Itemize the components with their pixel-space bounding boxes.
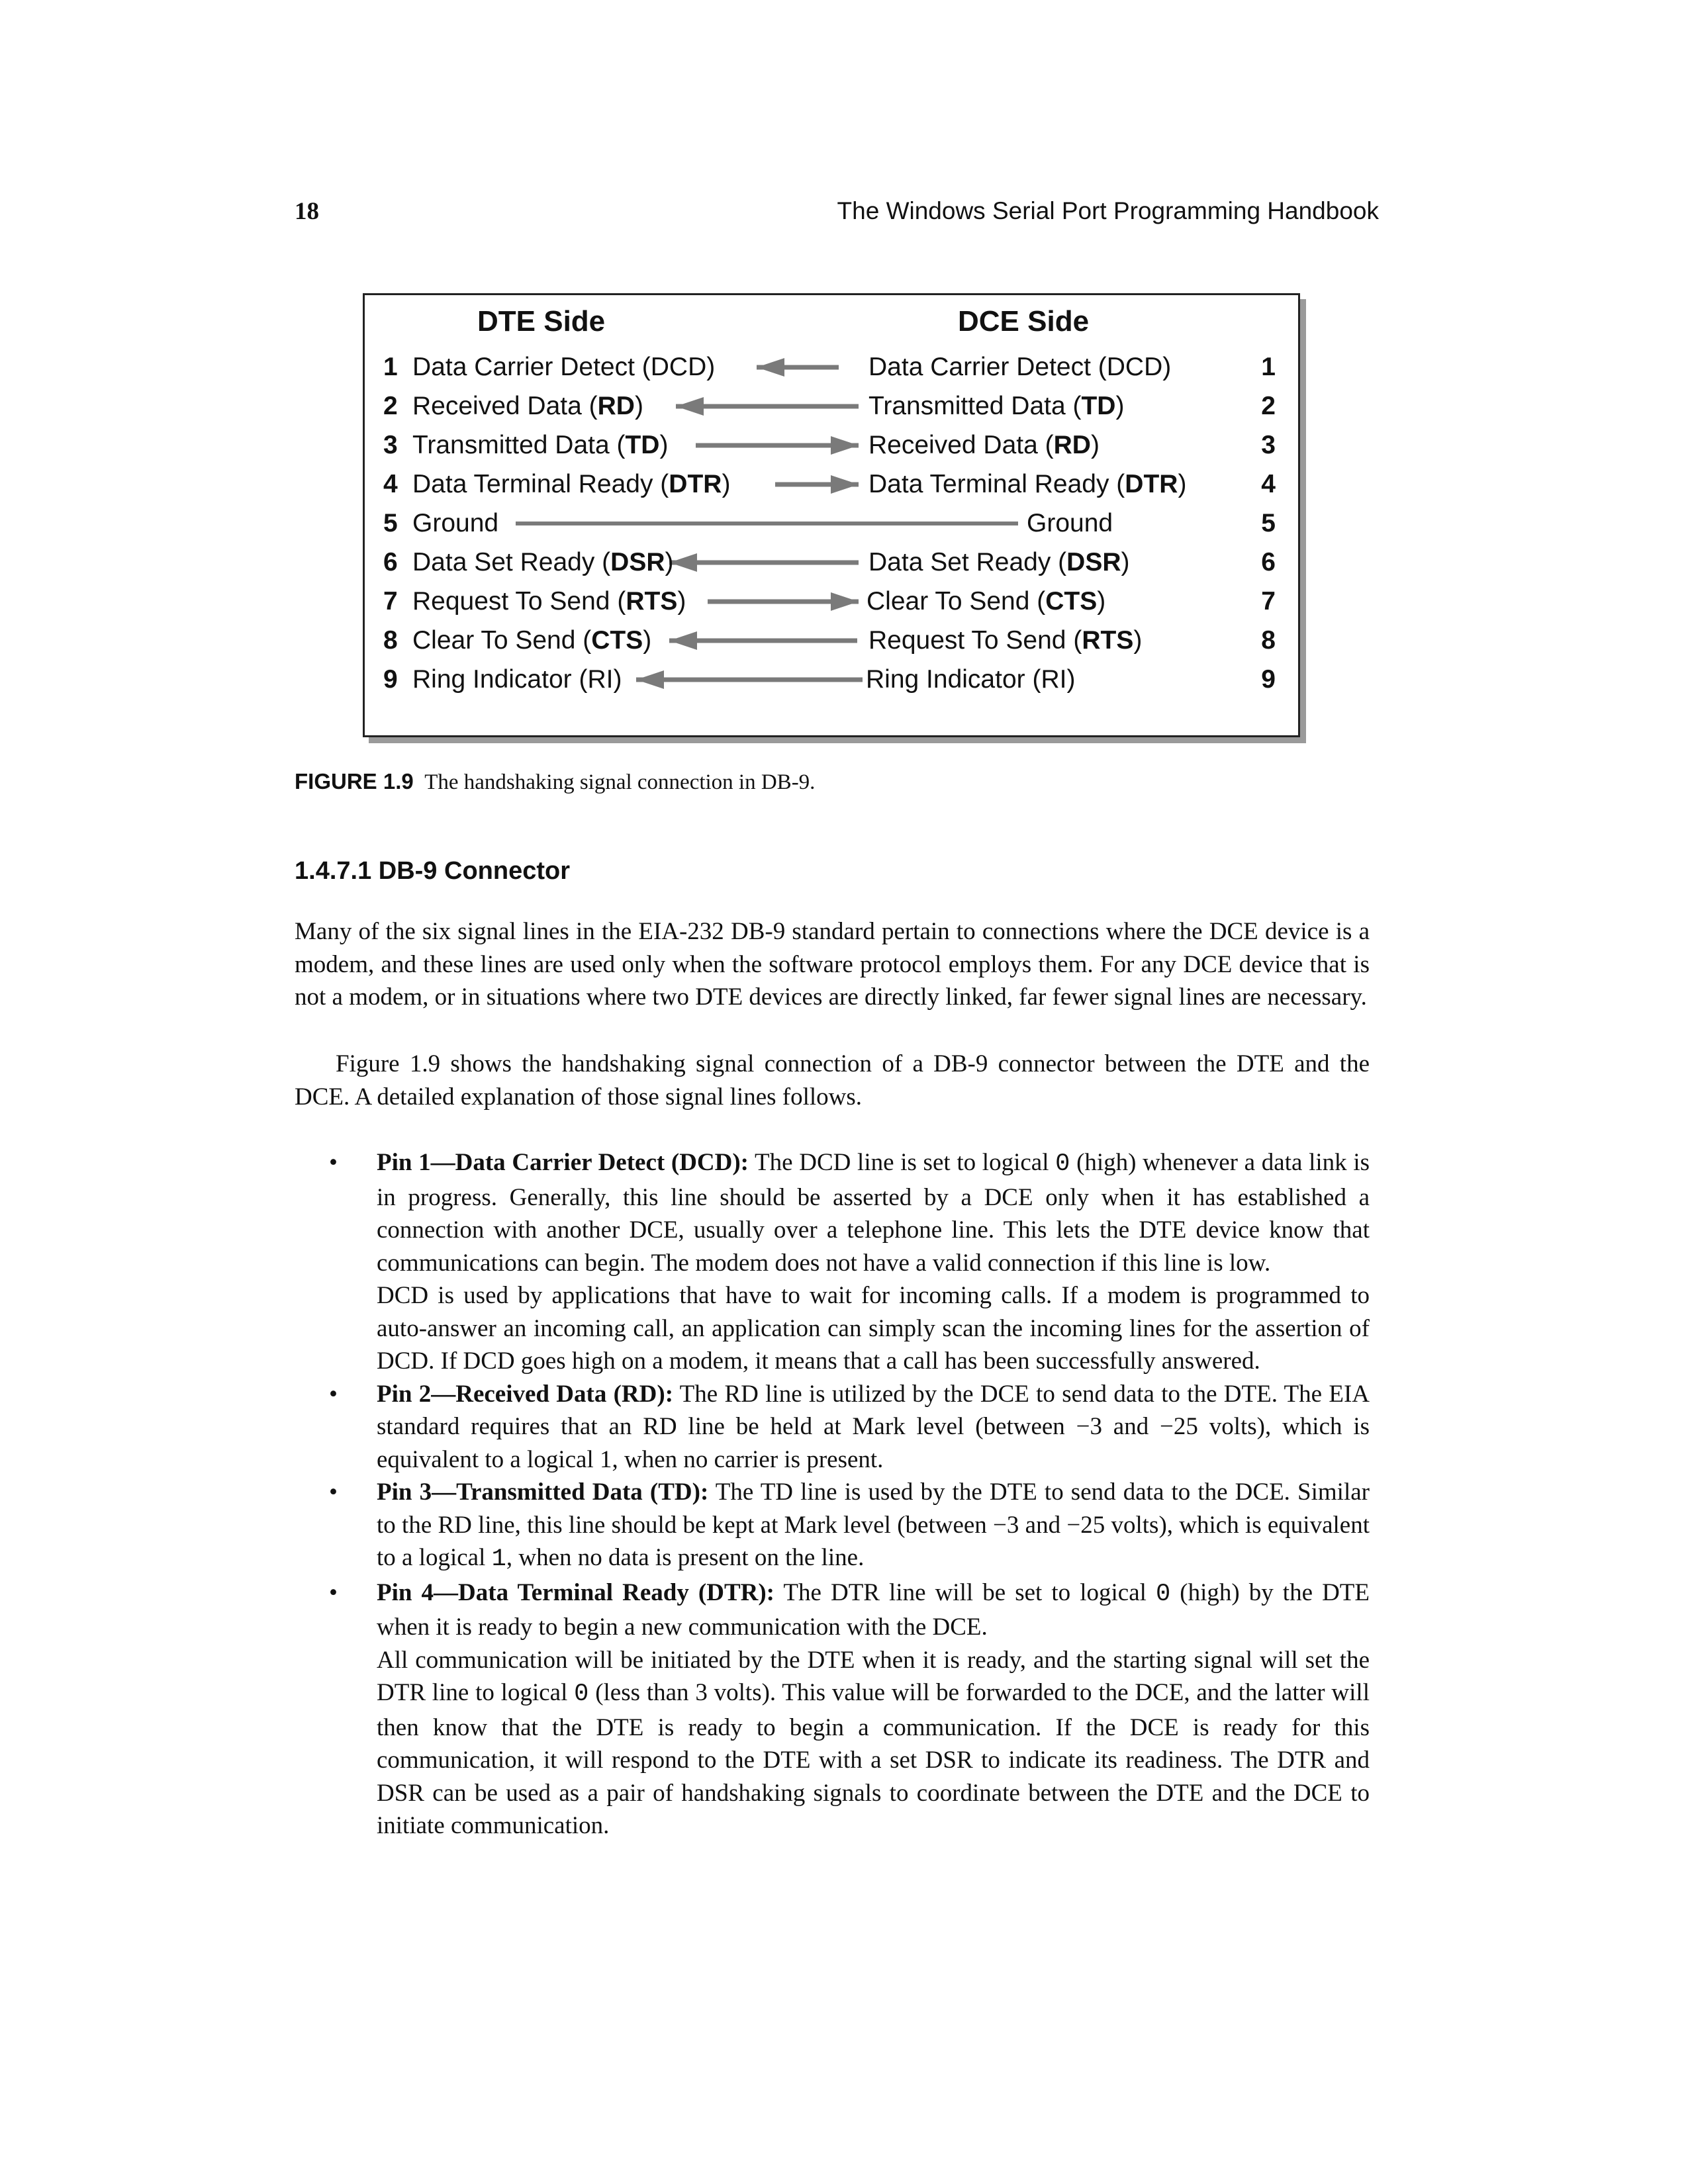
bullet-icon: • bbox=[329, 1380, 338, 1408]
dte-signal-label: Data Terminal Ready (DTR) bbox=[412, 470, 731, 498]
dte-pin-number: 3 bbox=[383, 431, 398, 459]
figure-caption bbox=[295, 769, 815, 795]
dte-pin-number: 4 bbox=[383, 470, 398, 498]
dce-signal-label: Received Data (RD) bbox=[868, 431, 1100, 459]
pin-term: Pin 2—Received Data (RD): bbox=[377, 1380, 674, 1408]
body-paragraph: Many of the six signal lines in the EIA-232 DB-9 standard pertain to connections where the DCE device is a modem, and these lines are used only when the software protocol employs them. For any DCE device that is not a modem, or in situations where two DTE devices are directly linked, far fewer signal lines are necessary. bbox=[295, 918, 1370, 1011]
list-item-paragraph: DCD is used by applications that have to wait for incoming calls. If a modem is programmed to auto-answer an incoming call, an application can simply scan the incoming lines for the assertion of DCD. If DCD goes high on a modem, it means that a call has been successfully answered. bbox=[377, 1282, 1370, 1375]
pin-description-list bbox=[295, 1146, 1370, 1843]
signal-row bbox=[365, 543, 1298, 582]
page-number: 18 bbox=[295, 198, 319, 225]
dte-signal-label: Received Data (RD) bbox=[412, 392, 643, 420]
list-item-paragraph: All communication will be initiated by the DTE when it is ready, and the starting signal will set the DTR line to logical 0 (less than 3 volts). This value will be forwarded to the DCE, and the latter will then know that the DTE is ready to begin a communication. If the DCE is ready for this communication, it will respond to the DTE with a set DSR to indicate its readiness. The DTR and DSR can be used as a pair of handshaking signals to coordinate between the DTE and the DCE to initiate communication. bbox=[377, 1646, 1370, 1839]
dce-pin-number: 2 bbox=[1261, 392, 1276, 420]
dce-side-title: DCE Side bbox=[958, 305, 1090, 338]
caption-label: FIGURE 1.9 bbox=[295, 769, 414, 794]
bullet-icon: • bbox=[329, 1578, 338, 1606]
caption-text: The handshaking signal connection in DB-9. bbox=[424, 770, 816, 794]
pin-term: Pin 4—Data Terminal Ready (DTR): bbox=[377, 1578, 774, 1606]
dte-pin-number: 8 bbox=[383, 626, 398, 655]
dce-pin-number: 9 bbox=[1261, 665, 1276, 694]
dce-signal-label: Ground bbox=[1027, 509, 1113, 537]
dte-pin-number: 5 bbox=[383, 509, 398, 537]
list-item: • Pin 4—Data Terminal Ready (DTR): The DTR line will be set to logical 0 (high) by the DTE when it is ready to begin a new communication with the DCE. All communication will be initiated by the DTE when it is ready, and the starting signal will set the DTR line to logical 0 (less than 3 volts). This value will be forwarded to the DCE, and the latter will then know that the DTE is ready to begin a communication. If the DCE is ready for this communication, it will respond to the DTE with a set DSR to indicate its readiness. The DTR and DSR can be used as a pair of handshaking signals to coordinate between the DTE and the DCE to initiate communication. bbox=[295, 1576, 1370, 1843]
dte-pin-number: 6 bbox=[383, 548, 398, 576]
dce-signal-label: Ring Indicator (RI) bbox=[866, 665, 1076, 694]
dce-signal-label: Clear To Send (CTS) bbox=[867, 587, 1106, 615]
dce-pin-number: 3 bbox=[1261, 431, 1276, 459]
pin-term: Pin 3—Transmitted Data (TD): bbox=[377, 1479, 709, 1506]
running-head: The Windows Serial Port Programming Handbook bbox=[837, 197, 1379, 224]
dce-signal-label: Data Terminal Ready (DTR) bbox=[868, 470, 1187, 498]
bullet-icon: • bbox=[329, 1149, 338, 1176]
dce-signal-label: Data Set Ready (DSR) bbox=[868, 548, 1130, 576]
dce-pin-number: 4 bbox=[1261, 470, 1276, 498]
body-paragraph: Figure 1.9 shows the handshaking signal connection of a DB-9 connector between the DTE and the DCE. A detailed explanation of those signal lines follows. bbox=[295, 1050, 1370, 1111]
list-item: • Pin 2—Received Data (RD): The RD line is utilized by the DCE to send data to the DTE. The EIA standard requires that an RD line be held at Mark level (between −3 and −25 volts), which is equivalent to a logical 1, when no carrier is present. bbox=[295, 1378, 1370, 1477]
signal-row bbox=[365, 465, 1298, 504]
dte-side-title: DTE Side bbox=[477, 305, 606, 338]
dce-signal-label: Request To Send (RTS) bbox=[868, 626, 1143, 655]
dte-pin-number: 1 bbox=[383, 353, 398, 381]
signal-row bbox=[365, 504, 1298, 543]
dte-signal-label: Transmitted Data (TD) bbox=[412, 431, 669, 459]
dte-pin-number: 2 bbox=[383, 392, 398, 420]
dce-pin-number: 7 bbox=[1261, 587, 1276, 615]
dte-signal-label: Clear To Send (CTS) bbox=[412, 626, 652, 655]
dte-signal-label: Ground bbox=[412, 509, 499, 537]
signal-row bbox=[365, 426, 1298, 465]
dte-pin-number: 9 bbox=[383, 665, 398, 694]
dce-signal-label: Data Carrier Detect (DCD) bbox=[868, 353, 1172, 381]
signal-row bbox=[365, 582, 1298, 621]
dte-signal-label: Data Carrier Detect (DCD) bbox=[412, 353, 716, 381]
dte-signal-label: Ring Indicator (RI) bbox=[412, 665, 622, 694]
signal-row bbox=[365, 621, 1298, 660]
section-heading: 1.4.7.1 DB-9 Connector bbox=[295, 857, 570, 885]
pin-term: Pin 1—Data Carrier Detect (DCD): bbox=[377, 1149, 749, 1176]
signal-connection-figure bbox=[363, 293, 1300, 737]
signal-row bbox=[365, 387, 1298, 426]
dce-pin-number: 8 bbox=[1261, 626, 1276, 655]
dce-pin-number: 1 bbox=[1261, 353, 1276, 381]
signal-row bbox=[365, 348, 1298, 387]
dte-pin-number: 7 bbox=[383, 587, 398, 615]
signal-row bbox=[365, 660, 1298, 699]
dce-signal-label: Transmitted Data (TD) bbox=[868, 392, 1125, 420]
list-item: • Pin 1—Data Carrier Detect (DCD): The DCD line is set to logical 0 (high) whenever a data link is in progress. Generally, this line should be asserted by a DCE only when it has established a connection with another DCE, usually over a telephone line. This lets the DTE device know that communications can begin. The modem does not have a valid connection if this line is low. DCD is used by applications that have to wait for incoming calls. If a modem is programmed to auto-answer an incoming call, an application can simply scan the incoming lines for the assertion of DCD. If DCD goes high on a modem, it means that a call has been successfully answered. bbox=[295, 1146, 1370, 1378]
dte-signal-label: Request To Send (RTS) bbox=[412, 587, 686, 615]
dce-pin-number: 5 bbox=[1261, 509, 1276, 537]
dte-signal-label: Data Set Ready (DSR) bbox=[412, 548, 674, 576]
list-item: • Pin 3—Transmitted Data (TD): The TD line is used by the DTE to send data to the DCE. Similar to the RD line, this line should be kept at Mark level (between −3 and −25 volts), which is equivalent to a logical 1, when no data is present on the line. bbox=[295, 1476, 1370, 1576]
bullet-icon: • bbox=[329, 1479, 338, 1506]
dce-pin-number: 6 bbox=[1261, 548, 1276, 576]
